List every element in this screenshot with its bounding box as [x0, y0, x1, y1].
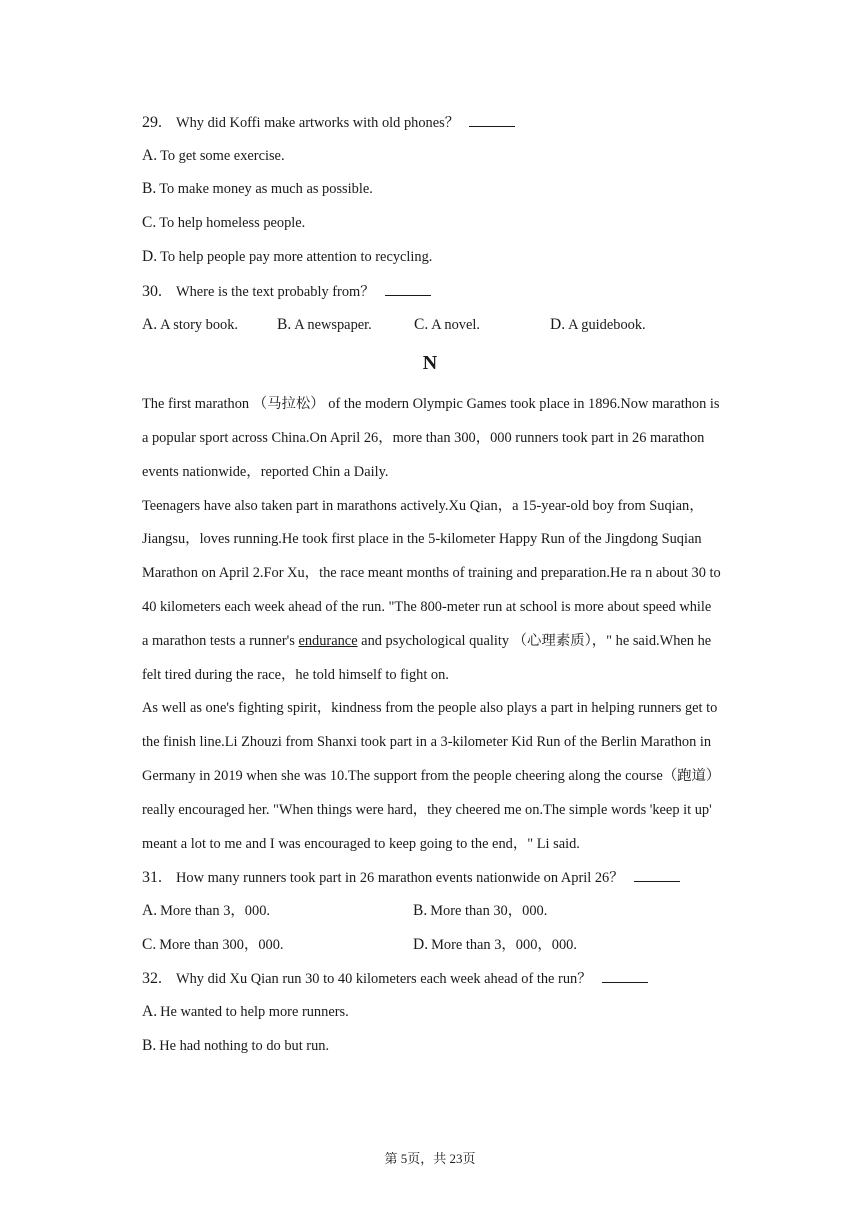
- question-stem: Why did Koffi make artworks with old phones？: [176, 115, 460, 131]
- question-number: 30.: [142, 283, 162, 300]
- question-stem: Why did Xu Qian run 30 to 40 kilometers each week ahead of the run？: [176, 971, 592, 987]
- passage-line: meant a lot to me and I was encouraged to keep going to the end，" Li said.: [142, 836, 580, 852]
- q30-option-b[interactable]: B. A newspaper.: [277, 316, 372, 333]
- passage-line: Germany in 2019 when she was 10.The support from the people cheering along the course（跑道）: [142, 768, 721, 784]
- question-30: [142, 281, 754, 302]
- answer-blank[interactable]: [469, 112, 515, 127]
- q29-option-d[interactable]: D. To help people pay more attention to recycling.: [142, 248, 433, 265]
- q30-option-a[interactable]: A. A story book.: [142, 316, 239, 333]
- passage-line: really encouraged her. "When things were hard，they cheered me on.The simple words 'keep it up': [142, 802, 712, 818]
- question-stem: How many runners took part in 26 marathon events nationwide on April 26？: [176, 870, 624, 886]
- passage-line: the finish line.Li Zhouzi from Shanxi took part in a 3-kilometer Kid Run of the Berlin Marathon in: [142, 734, 712, 750]
- q29-option-b[interactable]: B. To make money as much as possible.: [142, 180, 373, 197]
- passage-line: events nationwide，reported Chin a Daily.: [142, 464, 389, 480]
- q31-option-a[interactable]: A. More than 3，000.: [142, 902, 270, 919]
- question-29: [142, 112, 754, 133]
- passage-line: a marathon tests a runner's endurance and psychological quality （心理素质），" he said.When he: [142, 633, 712, 649]
- q32-option-b[interactable]: B. He had nothing to do but run.: [142, 1037, 330, 1054]
- q30-option-d[interactable]: D. A guidebook.: [550, 316, 646, 333]
- q31-option-c[interactable]: C. More than 300，000.: [142, 936, 284, 953]
- section-heading: N: [422, 352, 438, 374]
- passage-line: The first marathon （马拉松） of the modern Olympic Games took place in 1896.Now marathon is: [142, 396, 720, 412]
- answer-blank[interactable]: [385, 281, 431, 296]
- q29-option-c[interactable]: C. To help homeless people.: [142, 214, 306, 231]
- answer-blank[interactable]: [602, 968, 648, 983]
- question-31: [142, 867, 754, 888]
- passage-line: As well as one's fighting spirit，kindness from the people also plays a part in helping runners get to: [142, 700, 718, 716]
- q30-option-c[interactable]: C. A novel.: [414, 316, 480, 333]
- answer-blank[interactable]: [634, 867, 680, 882]
- question-32: [142, 968, 754, 989]
- q29-option-a[interactable]: A. To get some exercise.: [142, 147, 285, 164]
- q31-option-d[interactable]: D. More than 3，000，000.: [413, 936, 577, 953]
- question-stem: Where is the text probably from？: [176, 284, 375, 300]
- passage-line: Jiangsu，loves running.He took first place in the 5-kilometer Happy Run of the Jingdong Suqian: [142, 531, 702, 547]
- question-number: 32.: [142, 970, 162, 987]
- passage-line: 40 kilometers each week ahead of the run. "The 800-meter run at school is more about speed while: [142, 599, 712, 615]
- page-footer: 第 5页，共 23页: [384, 1151, 476, 1166]
- passage-line: Teenagers have also taken part in marathons actively.Xu Qian，a 15-year-old boy from Suqian，: [142, 498, 704, 514]
- q32-option-a[interactable]: A. He wanted to help more runners.: [142, 1003, 349, 1020]
- question-number: 29.: [142, 114, 162, 131]
- q31-option-b[interactable]: B. More than 30，000.: [413, 902, 548, 919]
- passage-line: a popular sport across China.On April 26，more than 300，000 runners took part in 26 marathon: [142, 430, 705, 446]
- question-number: 31.: [142, 869, 162, 886]
- underlined-word: endurance: [298, 633, 358, 649]
- passage-line: Marathon on April 2.For Xu，the race meant months of training and preparation.He ra n about 30 to: [142, 565, 721, 581]
- passage-line: felt tired during the race，he told himself to fight on.: [142, 667, 449, 683]
